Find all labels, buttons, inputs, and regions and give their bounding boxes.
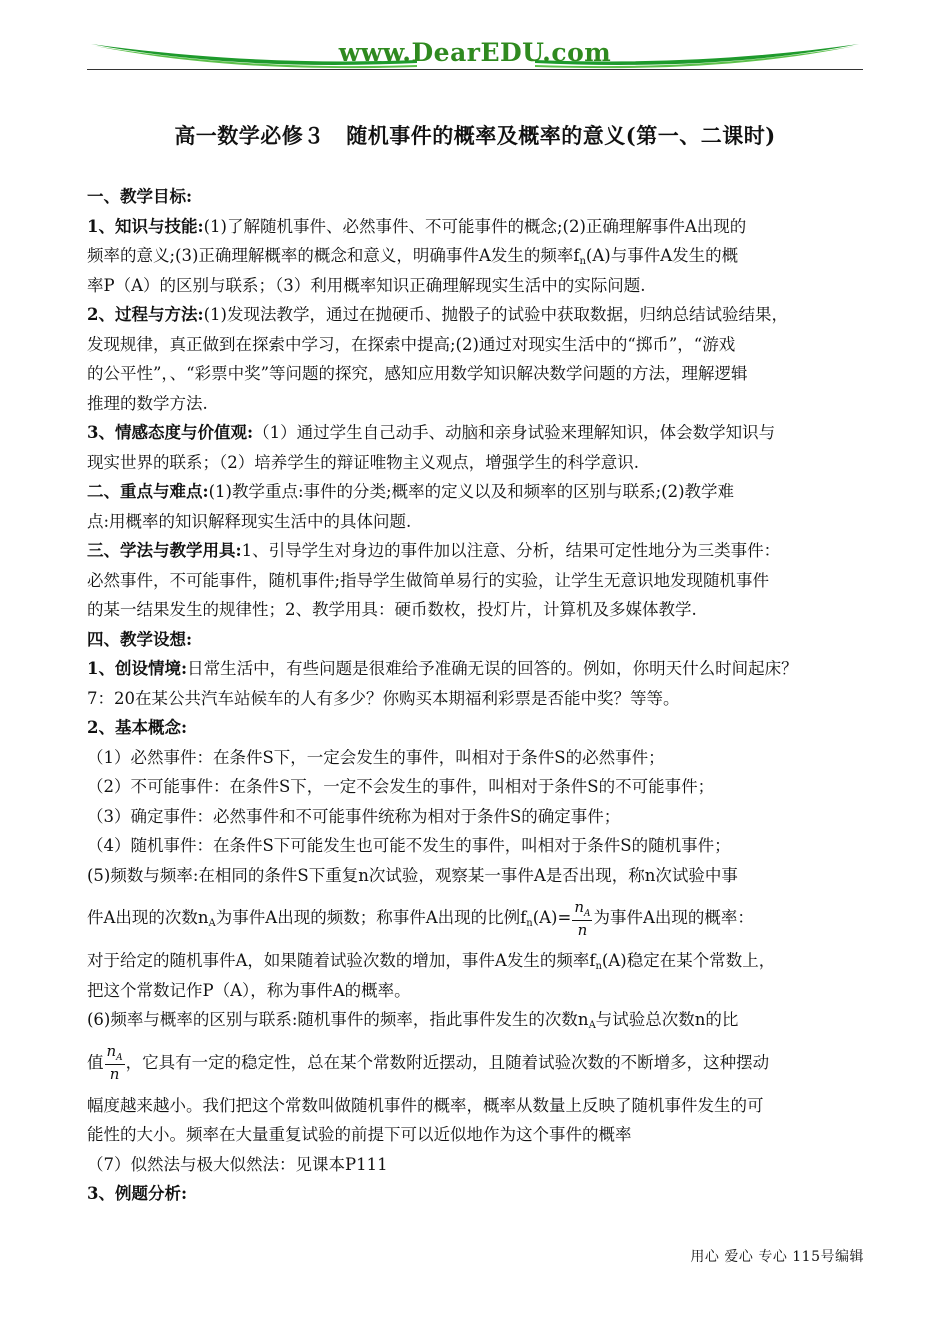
paragraph-line: 幅度越来越小。我们把这个常数叫做随机事件的概率，概率从数量上反映了随机事件发生的可 (87, 1095, 764, 1115)
page-title: 高一数学必修３ 随机事件的概率及概率的意义(第一、二课时) (174, 123, 776, 148)
subheading: 3、情感态度与价值观: (87, 423, 254, 442)
text: 1、引导学生对身边的事件加以注意、分析，结果可定性地分为三类事件： (241, 541, 781, 560)
text: 频率的意义;(3)正确理解概率的概念和意义，明确事件A发生的频率f (87, 246, 580, 265)
paragraph-line: 现实世界的联系；（2）培养学生的辩证唯物主义观点，增强学生的科学意识. (87, 452, 639, 472)
paragraph-line (87, 418, 877, 448)
paragraph-line (87, 241, 877, 271)
paragraph-line (87, 946, 877, 976)
paragraph-line (87, 477, 877, 507)
concept-item: （1）必然事件：在条件S下，一定会发生的事件，叫相对于条件S的必然事件； (87, 747, 665, 767)
subscript: n (595, 961, 602, 972)
text: 与试验总次数n的比 (595, 1010, 739, 1029)
paragraph-line: 的某一结果发生的规律性；2、教学用具：硬币数枚，投灯片，计算机及多媒体教学. (87, 600, 697, 619)
text: (6)频率与概率的区别与联系:随机事件的频率，指此事件发生的次数n (87, 1010, 589, 1029)
page-footer: 用心 爱心 专心 115号编辑 (690, 1249, 864, 1265)
concept-item: （7）似然法与极大似然法：见课本P111 (87, 1154, 388, 1174)
text: (A)= (532, 908, 572, 927)
paragraph-line: 把这个常数记作P（A），称为事件A的概率。 (87, 980, 411, 1000)
text: 为事件A出现的概率： (593, 908, 754, 927)
fraction-formula (572, 897, 592, 939)
paragraph-line (87, 654, 877, 684)
subscript: n (526, 918, 533, 929)
subheading: 1、知识与技能: (87, 216, 204, 236)
fraction-numerator (572, 897, 592, 921)
paragraph-line (87, 1005, 877, 1035)
paragraph-line (87, 212, 877, 242)
numerator-subscript: A (116, 1053, 123, 1063)
section-heading: 四、教学设想: (87, 629, 193, 649)
text: 日常生活中，有些问题是很难给予准确无误的回答的。例如，你明天什么时间起床？ (187, 659, 798, 678)
site-logo (87, 30, 863, 72)
subheading: 3、例题分析: (87, 1184, 188, 1203)
numerator-subscript: A (583, 908, 591, 919)
subheading: 1、创设情境: (87, 659, 188, 678)
text: 件A出现的次数n (87, 908, 209, 927)
concept-item: （4）随机事件：在条件S下可能发生也可能不发生的事件，叫相对于条件S的随机事件； (87, 836, 731, 855)
text: 为事件A出现的频数；称事件A出现的比例f (215, 908, 527, 927)
text: （1）通过学生自己动手、动脑和亲身试验来理解知识，体会数学知识与 (253, 423, 776, 442)
concept-item: (5)频数与频率:在相同的条件S下重复n次试验，观察某一事件A是否出现，称n次试验中事 (87, 865, 738, 885)
numerator-text: n (106, 1042, 117, 1060)
fraction-denominator: n (109, 1065, 120, 1083)
subscript: A (588, 1020, 596, 1031)
paragraph-line: 7：20在某公共汽车站候车的人有多少？你购买本期福利彩票是否能中奖？等等。 (87, 688, 680, 708)
text: (A)稳定在某个常数上， (601, 951, 776, 970)
paragraph-line: 率P（A）的区别与联系；（3）利用概率知识正确理解现实生活中的实际问题. (87, 275, 646, 295)
paragraph-line (87, 1035, 877, 1091)
paragraph-line (87, 536, 877, 566)
paragraph-line: 必然事件，不可能事件，随机事件;指导学生做简单易行的实验，让学生无意识地发现随机事件 (87, 570, 770, 590)
section-heading: 二、重点与难点: (87, 482, 209, 501)
paragraph-line (87, 300, 877, 330)
subheading: 2、过程与方法: (87, 305, 204, 324)
text: (A)与事件A发生的概 (585, 246, 739, 265)
subscript: n (579, 256, 586, 267)
paragraph-line: 发现规律，真正做到在探索中学习，在探索中提高;(2)通过对现实生活中的“掷币”，“游戏 (87, 334, 736, 354)
text: (1)教学重点:事件的分类;概率的定义以及和频率的区别与联系;(2)教学难 (208, 482, 735, 501)
subheading: 2、基本概念: (87, 718, 188, 737)
text: 值 (87, 1052, 104, 1072)
fraction-formula (105, 1044, 125, 1082)
text: 对于给定的随机事件A，如果随着试验次数的增加，事件A发生的频率f (87, 951, 596, 970)
subscript: A (208, 918, 216, 929)
logo-text: www.DearEDU.com (338, 38, 612, 67)
concept-item: （3）确定事件：必然事件和不可能事件统称为相对于条件S的确定事件； (87, 806, 621, 826)
text: ，它具有一定的稳定性，总在某个常数附近摆动，且随着试验次数的不断增多，这种摆动 (125, 1052, 770, 1072)
concept-item: （2）不可能事件：在条件S下，一定不会发生的事件，叫相对于条件S的不可能事件； (87, 777, 715, 796)
paragraph-line: 能性的大小。频率在大量重复试验的前提下可以近似地作为这个事件的概率 (87, 1125, 632, 1144)
section-heading: 一、教学目标: (87, 187, 193, 206)
header-divider (87, 69, 863, 70)
fraction-denominator: n (577, 920, 588, 939)
text: (1)了解随机事件、必然事件、不可能事件的概念;(2)正确理解事件A出现的 (203, 216, 747, 236)
paragraph-line (87, 890, 877, 946)
section-heading: 三、学法与教学用具: (87, 541, 242, 560)
document-body (87, 182, 877, 1209)
paragraph-line: 推理的数学方法. (87, 393, 208, 413)
paragraph-line: 的公平性”，、“彩票中奖”等问题的探究，感知应用数学知识解决数学问题的方法，理解逻辑 (87, 364, 748, 383)
numerator-text: n (574, 897, 584, 916)
text: (1)发现法教学，通过在抛硬币、抛骰子的试验中获取数据，归纳总结试验结果， (203, 305, 788, 324)
fraction-numerator (105, 1044, 125, 1065)
paragraph-line: 点:用概率的知识解释现实生活中的具体问题. (87, 511, 412, 531)
